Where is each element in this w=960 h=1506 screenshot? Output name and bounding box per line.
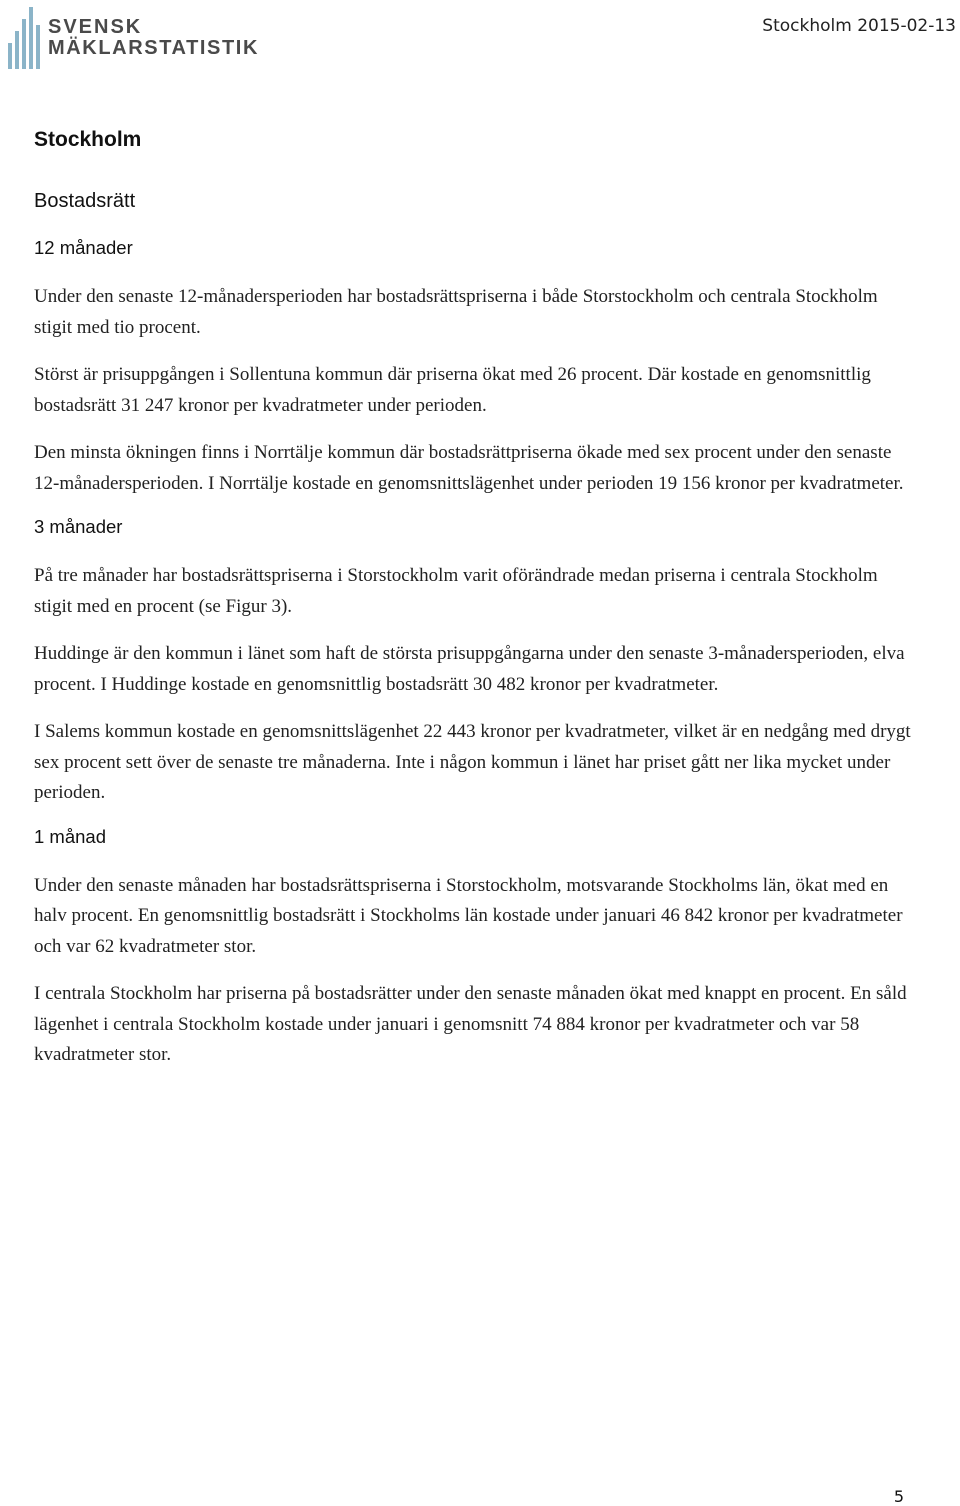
- paragraph: Under den senaste 12-månadersperioden har bostadsrättspriserna i både Storstockholm och centrala Stockholm stigit med tio procent.: [34, 286, 878, 338]
- subsection-heading-1-month: 1 månad: [34, 825, 106, 847]
- subsection-heading-3-months: 3 månader: [34, 516, 123, 537]
- paragraph: Huddinge är den kommun i länet som haft de största prisuppgångarna under den senaste 3-månadersperioden, elva procent. I Huddinge kostade en genomsnittlig bostadsrätt 30 482 kronor per kvadratmeter.: [34, 643, 905, 695]
- document-body: [34, 128, 914, 1088]
- logo-line1: SVENSK: [48, 16, 143, 38]
- subsection-heading-12-months: 12 månader: [34, 237, 133, 258]
- paragraph: I centrala Stockholm har priserna på bostadsrätter under den senaste månaden ökat med knappt en procent. En såld lägenhet i centrala Stockholm kostade under januari i genomsnitt 74 884 kronor per kvadratmeter och var 58 kvadratmeter stor.: [34, 983, 907, 1065]
- paragraph: Under den senaste månaden har bostadsrättspriserna i Storstockholm, motsvarande Stockholms län, ökat med en halv procent. En genomsnittlig bostadsrätt i Stockholms län kostade under januari 46 842 kronor per kvadratmeter och var 62 kvadratmeter stor.: [34, 874, 903, 957]
- paragraph: Störst är prisuppgången i Sollentuna kommun där priserna ökat med 26 procent. Där kostade en genomsnittlig bostadsrätt 31 247 kronor per kvadratmeter under perioden.: [34, 364, 871, 416]
- header-date: Stockholm 2015-02-13: [762, 16, 956, 36]
- page-number: 5: [893, 1487, 904, 1506]
- paragraph: I Salems kommun kostade en genomsnittslägenhet 22 443 kronor per kvadratmeter, vilket är en nedgång med drygt sex procent sett över de senaste tre månaderna. Inte i någon kommun i länet har priset gått ner lika mycket under perioden.: [34, 721, 911, 803]
- paragraph: På tre månader har bostadsrättspriserna i Storstockholm varit oförändrade medan priserna i centrala Stockholm stigit med en procent (se Figur 3).: [34, 565, 878, 617]
- logo-wordmark: [48, 17, 259, 59]
- paragraph: Den minsta ökningen finns i Norrtälje kommun där bostadsrättpriserna ökade med sex procent under den senaste 12-månadersperioden. I Norrtälje kostade en genomsnittslägenhet under perioden 19 156 kronor per kvadratmeter.: [34, 442, 904, 494]
- section-heading: Bostadsrätt: [34, 190, 136, 212]
- logo-bars-icon: [8, 7, 40, 69]
- logo: [8, 6, 259, 70]
- page-title: Stockholm: [34, 128, 142, 151]
- logo-line2: MÄKLARSTATISTIK: [48, 37, 260, 59]
